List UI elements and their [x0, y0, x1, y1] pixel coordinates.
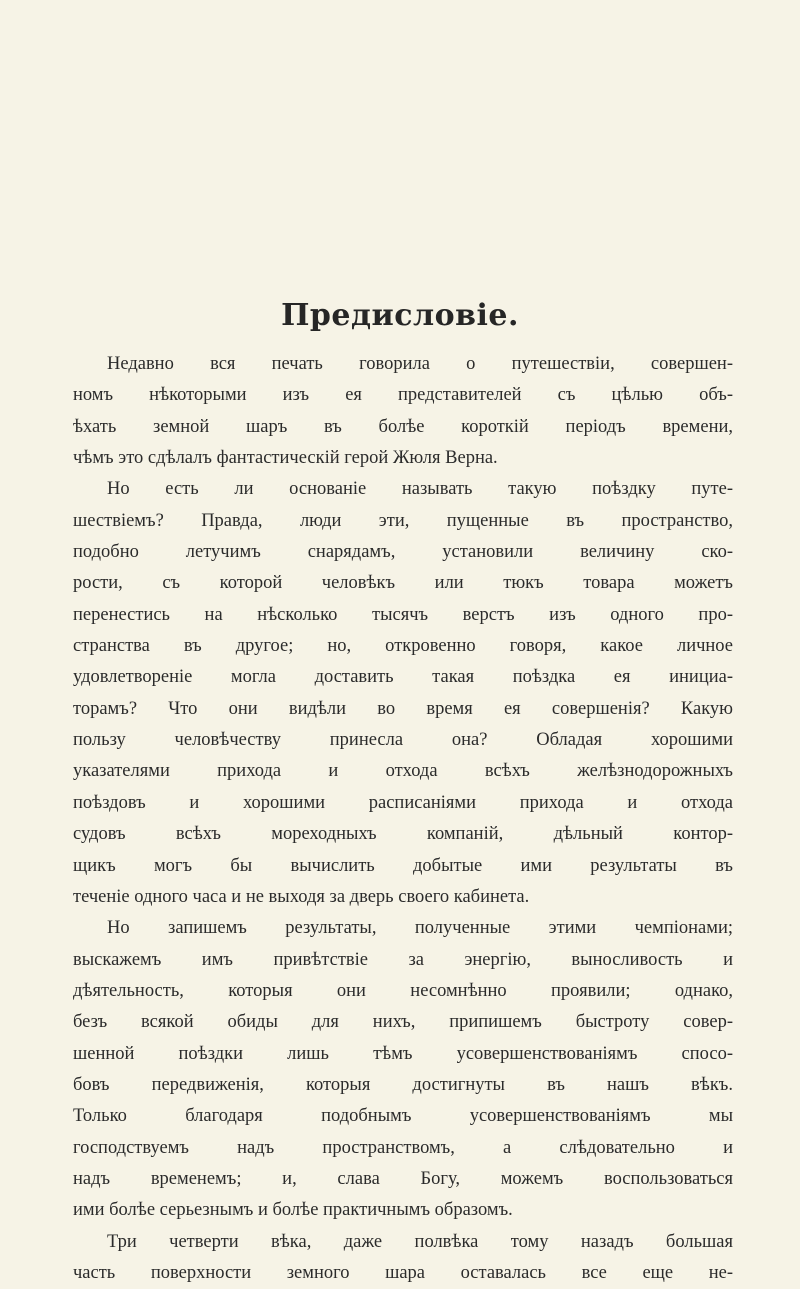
body-text — [73, 349, 733, 1289]
text-line: судовъ всѣхъ мореходныхъ компаній, дѣльный контор- — [73, 824, 733, 845]
text-line: Но есть ли основаніе называть такую поѣздку путе- — [107, 479, 733, 500]
text-line: перенестись на нѣсколько тысячъ верстъ изъ одного про- — [73, 604, 733, 625]
text-line: подобно летучимъ снарядамъ, установили величину ско- — [73, 542, 733, 563]
text-line: удовлетвореніе могла доставить такая поѣздка ея инициа- — [73, 667, 733, 688]
text-line: чѣмъ это сдѣлалъ фантастическій герой Жюля Верна. — [73, 448, 498, 469]
text-line: ими болѣе серьезнымъ и болѣе практичнымъ образомъ. — [73, 1200, 513, 1221]
text-line: щикъ могъ бы вычислить добытые ими результаты въ — [73, 855, 733, 876]
page-title: Предисловіе. — [281, 298, 519, 333]
text-line: выскажемъ имъ привѣтствіе за энергію, выносливость и — [73, 949, 733, 970]
text-line: торамъ? Что они видѣли во время ея совершенія? Какую — [73, 698, 733, 719]
text-line: бовъ передвиженія, которыя достигнуты въ нашъ вѣкъ. — [73, 1074, 733, 1095]
text-line: рости, съ которой человѣкъ или тюкъ товара можетъ — [73, 573, 733, 594]
text-line: Только благодаря подобнымъ усовершенствованіямъ мы — [73, 1106, 733, 1127]
text-line: номъ нѣкоторыми изъ ея представителей съ цѣлью объ- — [73, 385, 733, 406]
text-line: Недавно вся печать говорила о путешествіи, совершен- — [107, 354, 733, 374]
text-line: пользу человѣчеству принесла она? Обладая хорошими — [73, 730, 733, 751]
text-line: господствуемъ надъ пространствомъ, а слѣдовательно и — [73, 1137, 733, 1158]
text-line: ѣхать земной шаръ въ болѣе короткій періодъ времени, — [73, 416, 733, 437]
text-line: поѣздовъ и хорошими расписаніями прихода и отхода — [73, 792, 733, 813]
text-line: странства въ другое; но, откровенно говоря, какое личное — [73, 636, 733, 657]
text-line: шенной поѣздки лишь тѣмъ усовершенствованіямъ спосо- — [73, 1043, 733, 1064]
text-line: Три четверти вѣка, даже полвѣка тому назадъ большая — [107, 1231, 733, 1252]
text-line: шествіемъ? Правда, люди эти, пущенные въ пространство, — [73, 510, 733, 531]
text-line: указателями прихода и отхода всѣхъ желѣзнодорожныхъ — [73, 761, 733, 782]
text-line: надъ временемъ; и, слава Богу, можемъ воспользоваться — [73, 1168, 733, 1189]
text-line: дѣятельность, которыя они несомнѣнно проявили; однако, — [73, 980, 733, 1001]
text-line: часть поверхности земного шара оставалась все еще не- — [73, 1262, 733, 1283]
text-line: безъ всякой обиды для нихъ, припишемъ быстроту совер- — [73, 1012, 733, 1033]
text-line: теченіе одного часа и не выходя за дверь своего кабинета. — [73, 886, 530, 907]
text-line: Но запишемъ результаты, полученные этими чемпіонами; — [107, 918, 733, 939]
